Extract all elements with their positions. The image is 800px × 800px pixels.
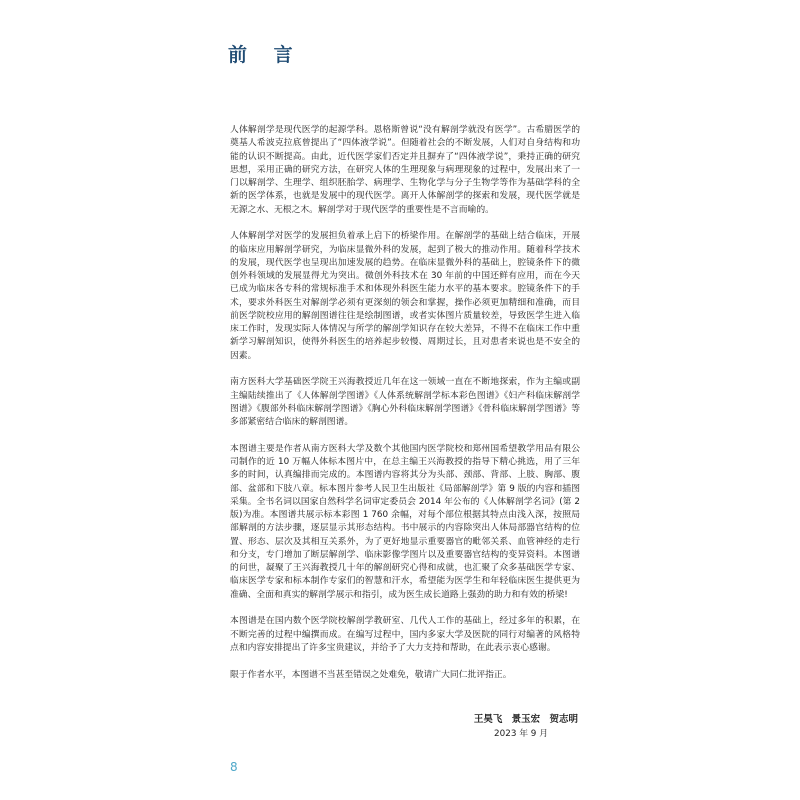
paragraph-5: 本图谱是在国内数个医学院校解剖学教研室、几代人工作的基础上，经过多年的积累，在不断完善的过程中编撰而成。在编写过程中，国内多家大学及医院的同行对编著的风格特点和内容安排提出了许多宝贵建议，并给予了大力支持和帮助，在此表示衷心感谢。	[230, 616, 580, 653]
paragraph-4: 本图谱主要是作者从南方医科大学及数个其他国内医学院校和郑州国希望教学用品有限公司制作的近 10 万幅人体标本图片中，在总主编王兴海教授的指导下精心挑选，用了三年多的时间，认真编排而完成的。本图谱内容将其分为头部、颈部、背部、上肢、胸部、腹部、盆部和下肢八章。标本图片参考人民卫生出版社《局部解剖学》第 9 版的内容和插图采集。全书名词以国家自然科学名词审定委员会 2014 年公布的《人体解剖学名词》(第 2 版)为准。本图谱共展示标本彩图 1 760 余幅，对每个部位根据其特点由浅入深，按照局部解剖的方法步骤，逐层显示其形态结构。书中展示的内容除突出人体局部器官结构的位置、形态、层次及其相互关系外，为了更好地显示重要器官的毗邻关系、血管神经的走行和分支，专门增加了断层解剖学、临床影像学图片以及重要器官结构的变异资料。本图谱的问世，凝聚了王兴海教授几十年的解剖研究心得和成就，也汇聚了众多基础医学专家、临床医学专家和标本制作专家们的智慧和汗水，希望能为医学生和年轻临床医生提供更为准确、全面和真实的解剖学展示和指引，成为医生成长道路上强劲的助力和有效的桥梁!	[230, 443, 580, 600]
paragraph-2: 人体解剖学对医学的发展担负着承上启下的桥梁作用。在解剖学的基础上结合临床，开展的临床应用解剖学研究，为临床显微外科的发展，起到了极大的推动作用。随着科学技术的发展，现代医学也呈现出加速发展的趋势。在临床显微外科的基础上，腔镜条件下的微创外科领域的发展显得尤为突出。微创外科技术在 30 年前的中国还鲜有应用，而在今天已成为临床各专科的常规标准手术和体现外科医生能力水平的基本要求。腔镜条件下的手术，要求外科医生对解剖学必须有更深刻的领会和掌握，操作必须更加精细和准确，而目前医学院校应用的解剖图谱往往是绘制图谱，或者实体图片质量较差，导致医学生进入临床工作时，发现实际人体情况与所学的解剖学知识存在较大差异，不得不在临床工作中重新学习解剖知识，使得外科医生的培养起步较慢、周期过长，且对患者来说也是不安全的因素。	[230, 231, 580, 361]
paragraph-3: 南方医科大学基础医学院王兴海教授近几年在这一领域一直在不断地探索，作为主编或副主编陆续推出了《人体解剖学图谱》《人体系统解剖学标本彩色图谱》《妇产科临床解剖学图谱》《腹部外科临床解剖学图谱》《胸心外科临床解剖学图谱》《骨科临床解剖学图谱》等多部紧密结合临床的解剖图谱。	[230, 377, 580, 427]
author-signature: 王昊飞 景玉宏 贺志明	[473, 714, 578, 725]
paragraph-6: 限于作者水平，本图谱不当甚至错误之处难免，敬请广大同仁批评指正。	[230, 669, 512, 680]
page-title: 前 言	[228, 44, 303, 66]
signature-date: 2023 年 9 月	[494, 729, 548, 739]
page-number: 8	[230, 760, 238, 774]
preface-body	[230, 124, 580, 695]
paragraph-1: 人体解剖学是现代医学的起源学科。恩格斯曾说“没有解剖学就没有医学”。古希腊医学的奠基人希波克拉底曾提出了“四体液学说”。但随着社会的不断发展，人们对自身结构和功能的认识不断提高。由此，近代医学家们否定并且摒弃了“四体液学说”，秉持正确的研究思想，采用正确的研究方法，在研究人体的生理现象与病理现象的过程中，发展出来了一门以解剖学、生理学、组织胚胎学、病理学、生物化学与分子生物学等作为基础学科的全新的医学体系，也就是发展中的现代医学。离开人体解剖学的探索和发展，现代医学就是无源之水、无根之木。解剖学对于现代医学的重要性是不言而喻的。	[230, 125, 580, 215]
